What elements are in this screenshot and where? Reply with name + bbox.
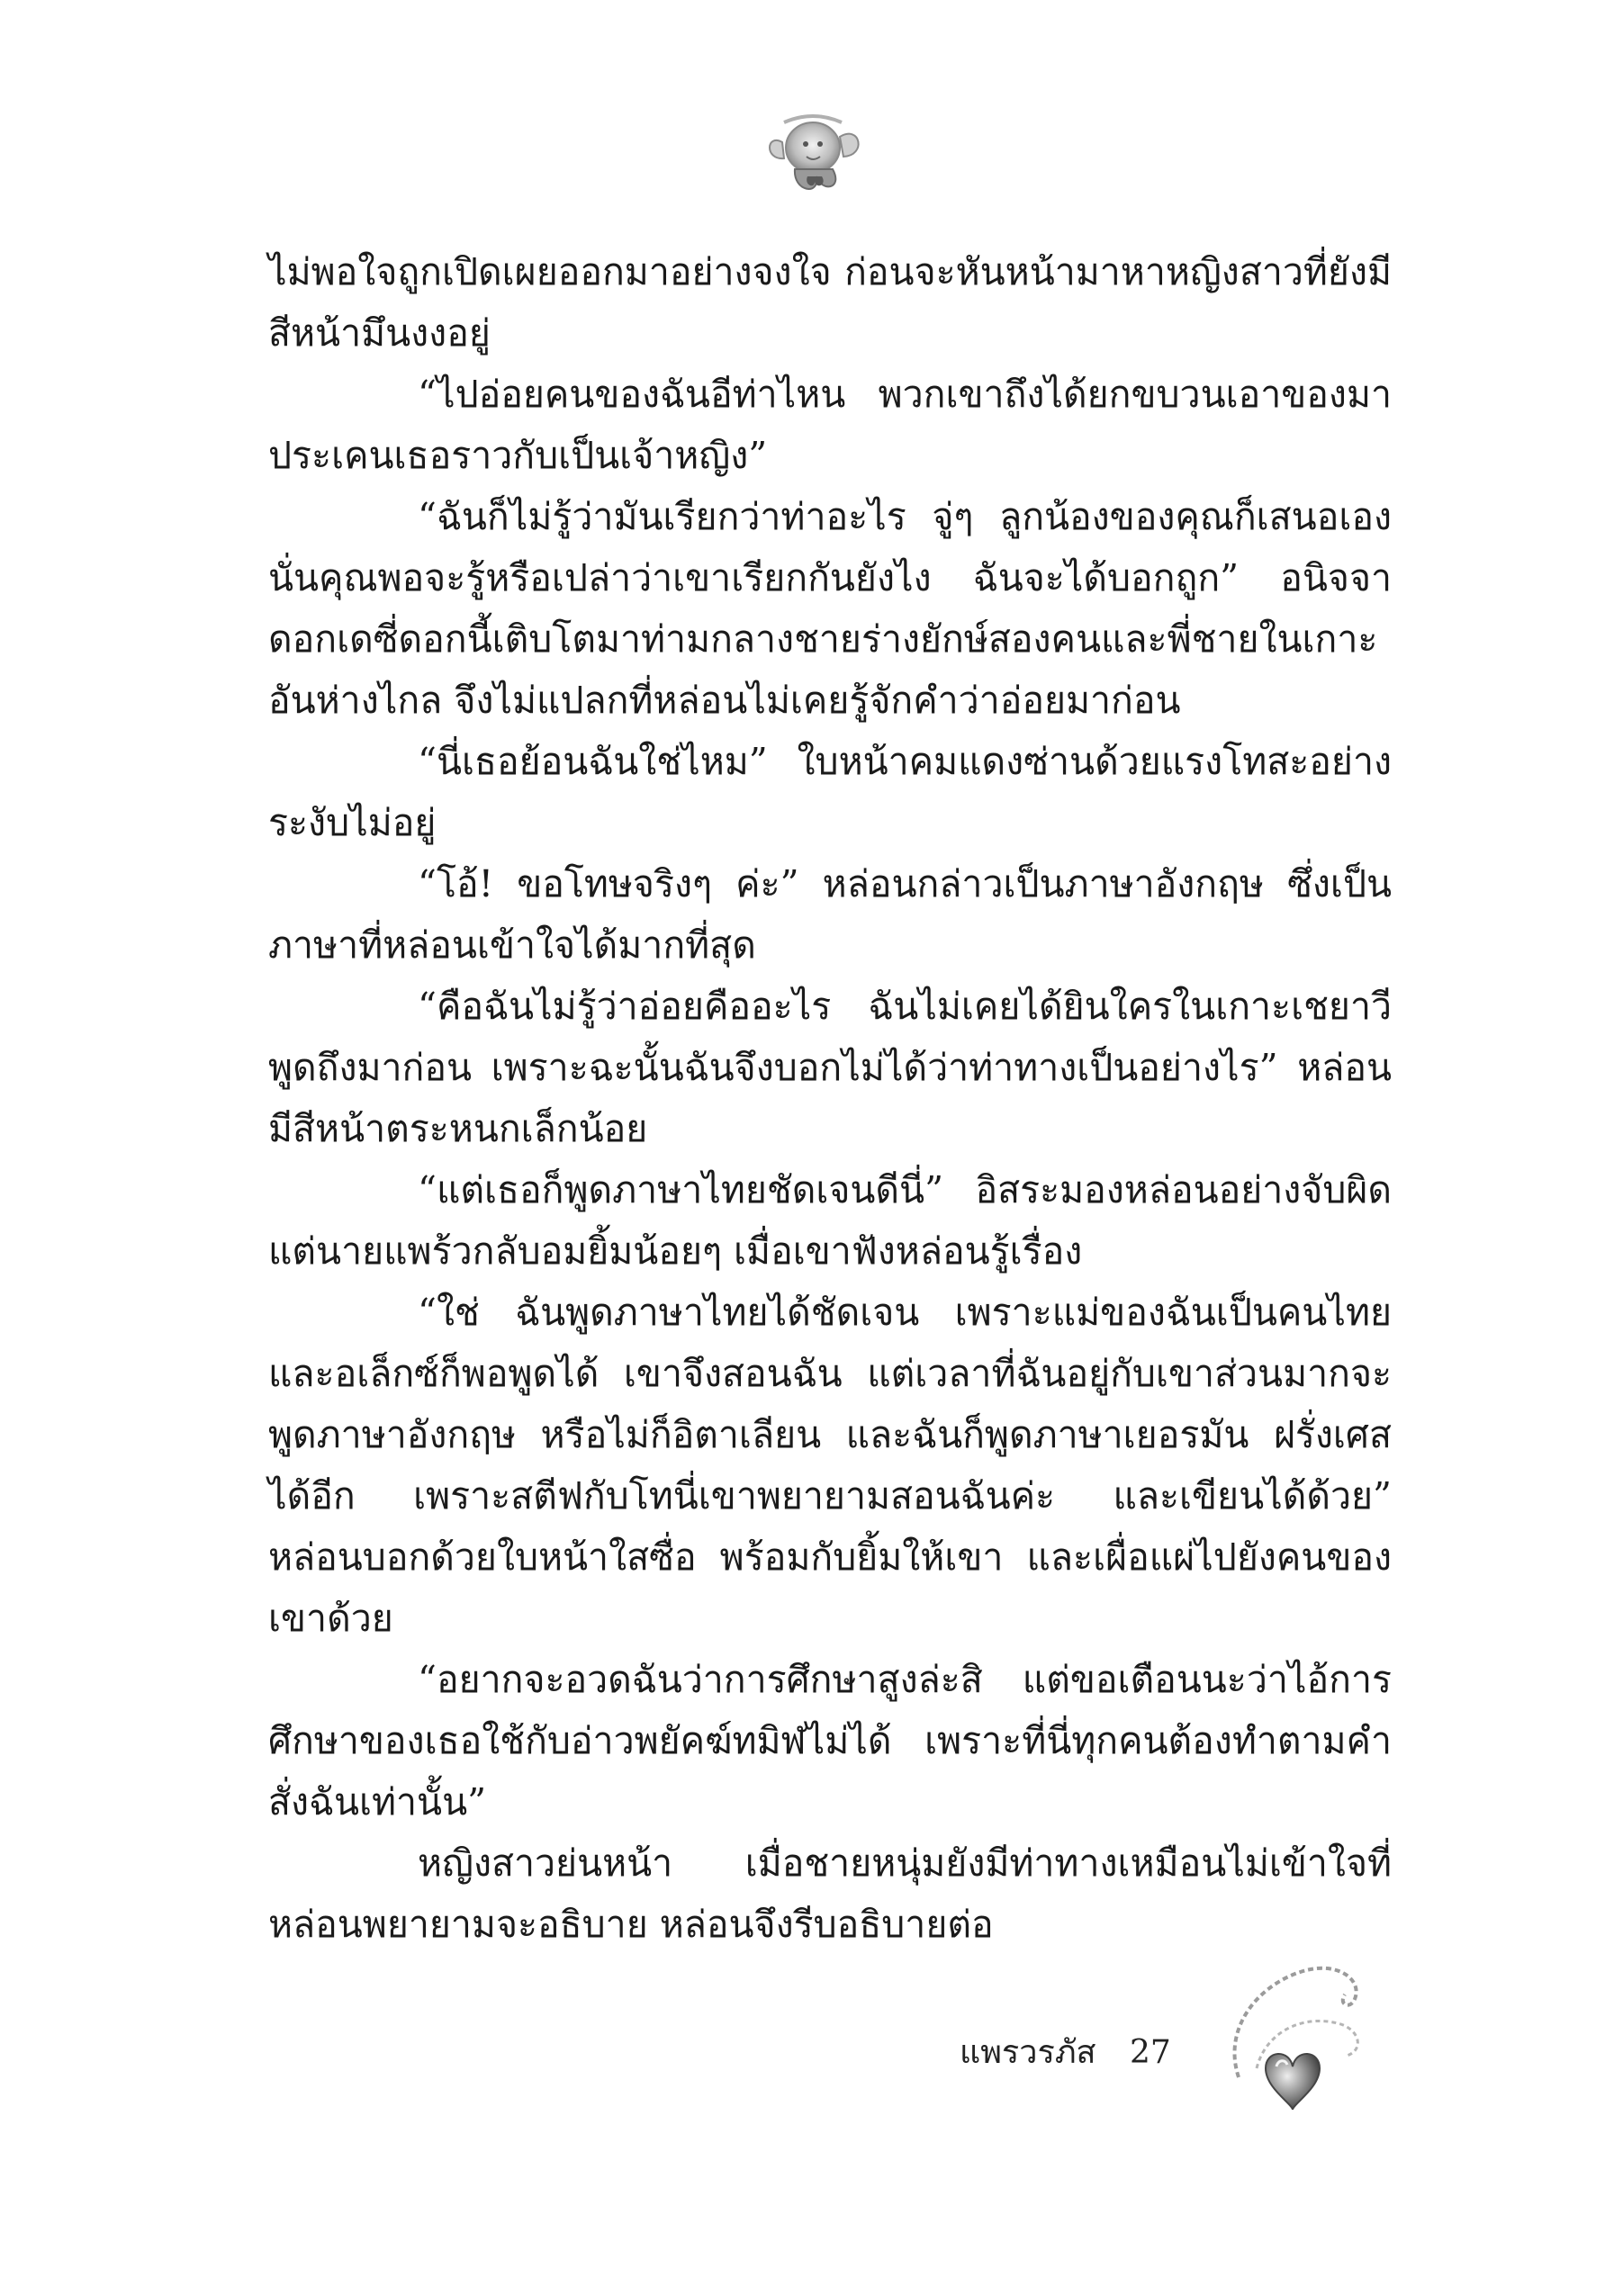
paragraph-10: หญิงสาวย่นหน้า เมื่อชายหนุ่มยังมีท่าทางเหมือนไม่เข้าใจที่หล่อนพยายามจะอธิบาย หล่อนจึงรีบอธิบายต่อ [268,1841,1392,1946]
cherub-ornament-icon [757,106,874,205]
paragraph-1: ไม่พอใจถูกเปิดเผยออกมาอย่างจงใจ ก่อนจะหันหน้ามาหาหญิงสาวที่ยังมีสีหน้ามึนงงอยู่ [268,250,1392,355]
page-footer [960,2026,1171,2080]
book-title: แพรวรภัส [960,2034,1096,2071]
paragraph-3: “ฉันก็ไม่รู้ว่ามันเรียกว่าท่าอะไร จู่ๆ ลูกน้องของคุณก็เสนอเองนั่นคุณพอจะรู้หรือเปล่าว่าเขาเรียกกันยังไง ฉันจะได้บอกถูก” อนิจจาดอกเดซี่ดอกนี้เติบโตมาท่ามกลางชายร่างยักษ์สองคนและพี่ชายในเกาะอันห่างไกล จึงไม่แปลกที่หล่อนไม่เคยรู้จักคำว่าอ่อยมาก่อน [268,495,1392,722]
paragraph-9: “อยากจะอวดฉันว่าการศึกษาสูงล่ะสิ แต่ขอเตือนนะว่าไอ้การศึกษาของเธอใช้กับอ่าวพยัคฆ์ทมิฬไม่ได้ เพราะที่นี่ทุกคนต้องทำตามคำสั่งฉันเท่านั้น” [268,1658,1392,1823]
paragraph-5: “โอ้! ขอโทษจริงๆ ค่ะ” หล่อนกล่าวเป็นภาษาอังกฤษ ซึ่งเป็นภาษาที่หล่อนเข้าใจได้มากที่สุด [268,862,1392,967]
paragraph-4: “นี่เธอย้อนฉันใช่ไหม” ใบหน้าคมแดงซ่านด้วยแรงโทสะอย่างระงับไม่อยู่ [268,740,1392,844]
page-number: 27 [1129,2034,1171,2071]
paragraph-2: “ไปอ่อยคนของฉันอีท่าไหน พวกเขาถึงได้ยกขบวนเอาของมาประเคนเธอราวกับเป็นเจ้าหญิง” [268,373,1392,477]
heart-necklace-icon [1203,1942,1383,2122]
paragraph-6: “คือฉันไม่รู้ว่าอ่อยคืออะไร ฉันไม่เคยได้ยินใครในเกาะเชยาวีพูดถึงมาก่อน เพราะฉะนั้นฉันจึงบอกไม่ได้ว่าท่าทางเป็นอย่างไร” หล่อนมีสีหน้าตระหนกเล็กน้อย [268,985,1392,1150]
paragraph-8: “ใช่ ฉันพูดภาษาไทยได้ชัดเจน เพราะแม่ของฉันเป็นคนไทยและอเล็กซ์ก็พอพูดได้ เขาจึงสอนฉัน แต่เวลาที่ฉันอยู่กับเขาส่วนมากจะพูดภาษาอังกฤษ หรือไม่ก็อิตาเลียน และฉันก็พูดภาษาเยอรมัน ฝรั่งเศสได้อีก เพราะสตีฟกับโทนี่เขาพยายามสอนฉันค่ะ และเขียนได้ด้วย” หล่อนบอกด้วยใบหน้าใสซื่อ พร้อมกับยิ้มให้เขา และเผื่อแผ่ไปยังคนของเขาด้วย [268,1291,1392,1640]
body-text [268,241,1392,1955]
paragraph-7: “แต่เธอก็พูดภาษาไทยชัดเจนดีนี่” อิสระมองหล่อนอย่างจับผิดแต่นายแพร้วกลับอมยิ้มน้อยๆ เมื่อเขาฟังหล่อนรู้เรื่อง [268,1168,1392,1273]
